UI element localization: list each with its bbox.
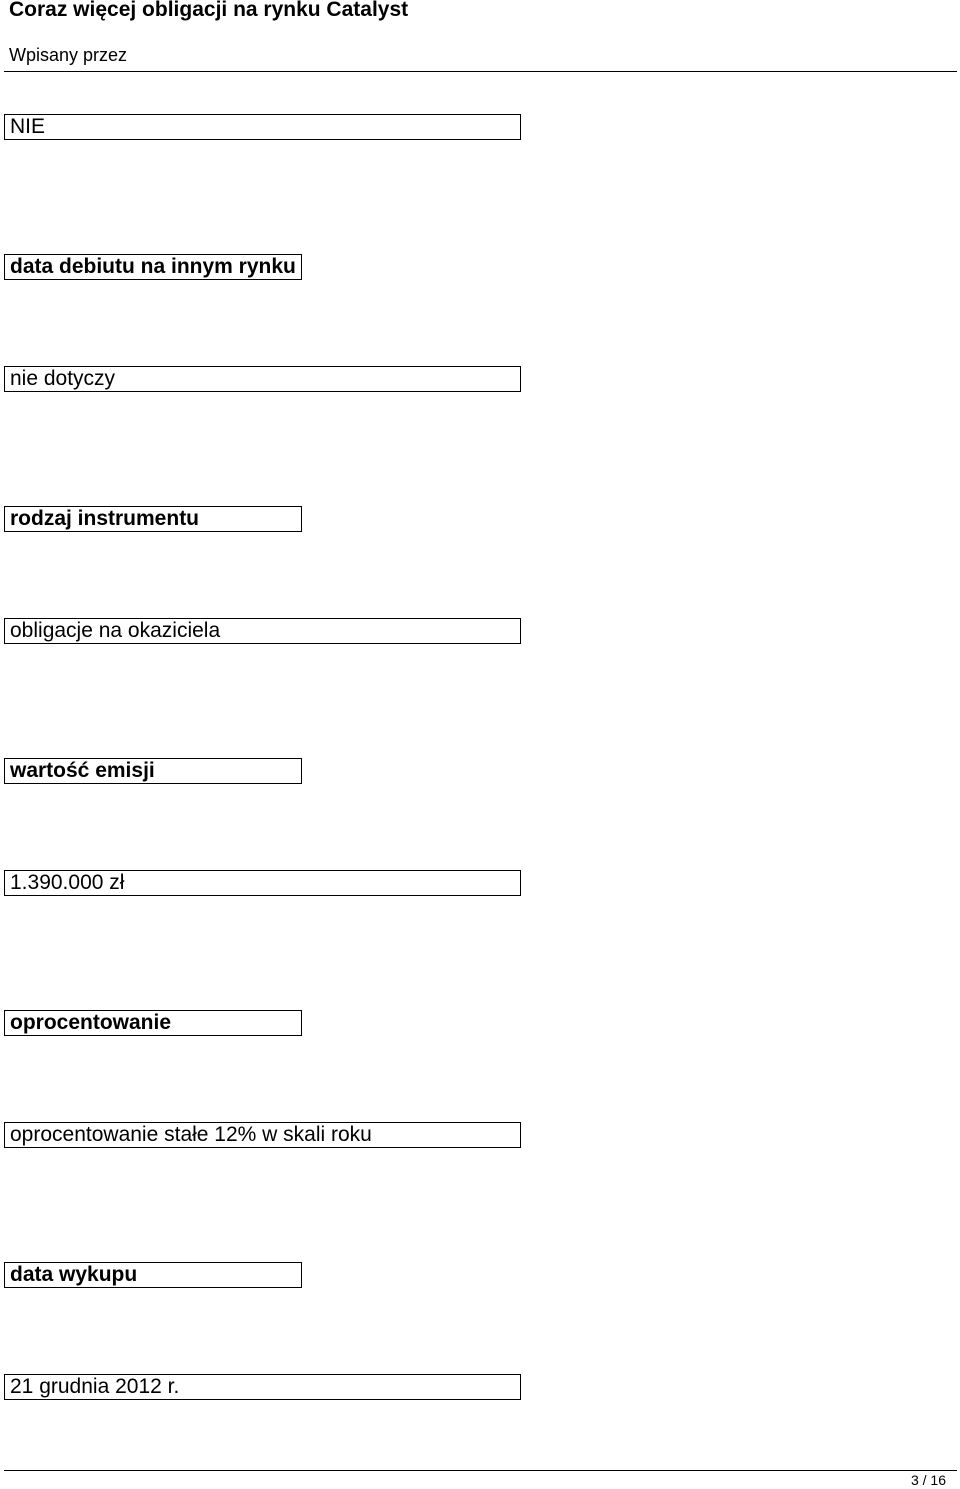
author-byline: Wpisany przez [9, 45, 128, 65]
header-divider [4, 71, 957, 72]
field-label-issue-value: wartość emisji [4, 758, 302, 784]
field-value-nie: NIE [4, 114, 521, 140]
field-value-issue-value: 1.390.000 zł [4, 870, 521, 896]
field-label-instrument-type: rodzaj instrumentu [4, 506, 302, 532]
field-label-redemption-date: data wykupu [4, 1262, 302, 1288]
document-title: Coraz więcej obligacji na rynku Catalyst [9, 0, 409, 21]
field-label-interest: oprocentowanie [4, 1010, 302, 1036]
field-value-instrument-type: obligacje na okaziciela [4, 618, 521, 644]
page-number: 3 / 16 [910, 1472, 946, 1488]
footer-divider [4, 1470, 957, 1471]
field-value-redemption-date: 21 grudnia 2012 r. [4, 1374, 521, 1400]
field-label-debut-date: data debiutu na innym rynku [4, 254, 302, 280]
field-value-debut-date: nie dotyczy [4, 366, 521, 392]
field-value-interest: oprocentowanie stałe 12% w skali roku [4, 1122, 521, 1148]
